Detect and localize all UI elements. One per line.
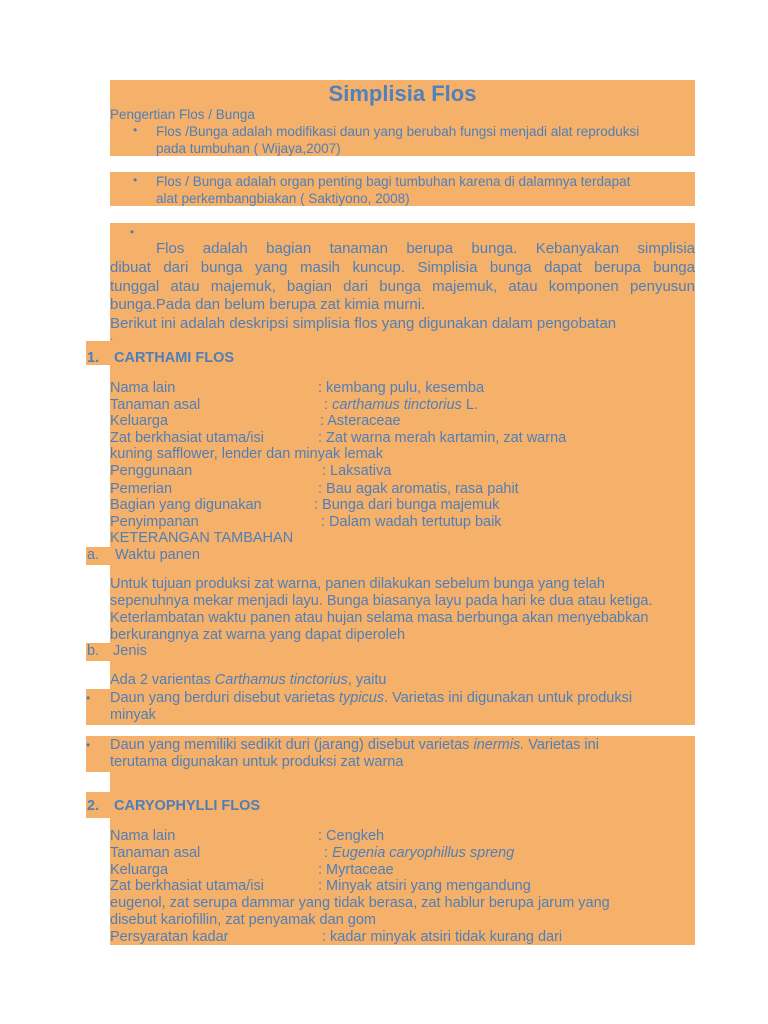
row-label: Keluarga xyxy=(110,862,169,878)
row-value: : Minyak atsiri yang mengandung xyxy=(318,878,531,894)
row-value: : kembang pulu, kesemba xyxy=(318,380,485,396)
row-label: Zat berkhasiat utama/isi xyxy=(110,878,264,894)
page-title: Simplisia Flos xyxy=(328,81,477,106)
row-label: Pemerian xyxy=(110,481,173,497)
intro-line-1: Flos adalah bagian tanaman berupa bunga. Kebanyakan simplisia xyxy=(156,240,695,257)
intro-line-4: bunga.Pada dan belum berupa zat kimia murni. xyxy=(110,296,426,313)
section-1-heading: CARTHAMI FLOS xyxy=(114,350,235,366)
row-value: : Asteraceae xyxy=(320,413,401,429)
sub-b-letter: b. xyxy=(87,643,100,659)
row-label: Nama lain xyxy=(110,828,176,844)
intro-line-2: dibuat dari bunga yang masih kuncup. Simplisia bunga dapat berupa bunga xyxy=(110,259,695,276)
row-label: Tanaman asal xyxy=(110,845,201,861)
sub-a-title: Waktu panen xyxy=(115,547,200,563)
row-value: : Dalam wadah tertutup baik xyxy=(321,514,502,530)
bullet-icon: • xyxy=(133,123,138,137)
intro-line-3: tunggal atau majemuk, bagian dari bunga majemuk, atau komponen penyusun xyxy=(110,278,695,295)
extra-heading: KETERANGAN TAMBAHAN xyxy=(110,530,294,546)
sub-a-line-3: Keterlambatan waktu panen atau hujan selama masa berbunga akan menyebabkan xyxy=(110,610,649,626)
sub-a-letter: a. xyxy=(87,547,100,563)
row-label: Keluarga xyxy=(110,413,169,429)
definition-2-line-1: Flos / Bunga adalah organ penting bagi tumbuhan karena di dalamnya terdapat xyxy=(156,174,631,189)
row-value: : carthamus tinctorius L. xyxy=(324,397,478,413)
row-value: : Laksativa xyxy=(322,463,392,479)
variety-1-line-1: Daun yang berduri disebut varietas typicus. Varietas ini digunakan untuk produksi xyxy=(110,690,633,706)
bullet-icon: • xyxy=(86,738,91,752)
bullet-icon: • xyxy=(133,173,138,187)
row-label: Penyimpanan xyxy=(110,514,199,530)
row-label: Nama lain xyxy=(110,380,176,396)
row-label: Penggunaan xyxy=(110,463,193,479)
definition-heading: Pengertian Flos / Bunga xyxy=(110,107,255,122)
intro-dot: . xyxy=(110,329,114,343)
definition-2-line-2: alat perkembangbiakan ( Saktiyono, 2008) xyxy=(156,191,410,206)
row-value: : Bunga dari bunga majemuk xyxy=(314,497,500,513)
definition-1-line-2: pada tumbuhan ( Wijaya,2007) xyxy=(156,141,341,156)
row-label: Persyaratan kadar xyxy=(110,929,229,945)
row-continuation: disebut kariofillin, zat penyamak dan gom xyxy=(110,912,376,928)
definition-1-line-1: Flos /Bunga adalah modifikasi daun yang berubah fungsi menjadi alat reproduksi xyxy=(156,124,640,139)
intro-follow: Berikut ini adalah deskripsi simplisia flos yang digunakan dalam pengobatan xyxy=(110,315,617,332)
sub-b-title: Jenis xyxy=(113,643,147,659)
bullet-icon: • xyxy=(86,691,91,705)
row-value: : Eugenia caryophillus spreng xyxy=(324,845,515,861)
row-value: : Myrtaceae xyxy=(318,862,394,878)
sub-a-line-1: Untuk tujuan produksi zat warna, panen dilakukan sebelum bunga yang telah xyxy=(110,576,605,592)
highlight-band xyxy=(110,772,695,792)
variety-2-line-2: terutama digunakan untuk produksi zat warna xyxy=(110,754,404,770)
row-label: Zat berkhasiat utama/isi xyxy=(110,430,264,446)
row-label: Tanaman asal xyxy=(110,397,201,413)
variety-2-line-1: Daun yang memiliki sedikit duri (jarang) disebut varietas inermis. Varietas ini xyxy=(110,737,599,753)
variety-1-line-2: minyak xyxy=(110,707,156,723)
row-value: : Zat warna merah kartamin, zat warna xyxy=(318,430,567,446)
row-continuation: kuning safflower, lender dan minyak lemak xyxy=(110,446,383,462)
section-2-number: 2. xyxy=(87,798,100,814)
row-continuation: eugenol, zat serupa dammar yang tidak berasa, zat hablur berupa jarum yang xyxy=(110,895,610,911)
section-2-heading: CARYOPHYLLI FLOS xyxy=(114,798,261,814)
sub-a-line-4: berkurangnya zat warna yang dapat diperoleh xyxy=(110,627,406,643)
row-value: : kadar minyak atsiri tidak kurang dari xyxy=(322,929,563,945)
varieties-intro: Ada 2 varientas Carthamus tinctorius, yaitu xyxy=(110,672,387,688)
section-1-number: 1. xyxy=(87,350,100,366)
sub-a-line-2: sepenuhnya mekar menjadi layu. Bunga biasanya layu pada hari ke dua atau ketiga. xyxy=(110,593,653,609)
row-value: : Cengkeh xyxy=(318,828,385,844)
bullet-icon: • xyxy=(130,225,135,239)
highlight-band xyxy=(86,643,695,661)
row-value: : Bau agak aromatis, rasa pahit xyxy=(318,481,519,497)
row-label: Bagian yang digunakan xyxy=(110,497,262,513)
